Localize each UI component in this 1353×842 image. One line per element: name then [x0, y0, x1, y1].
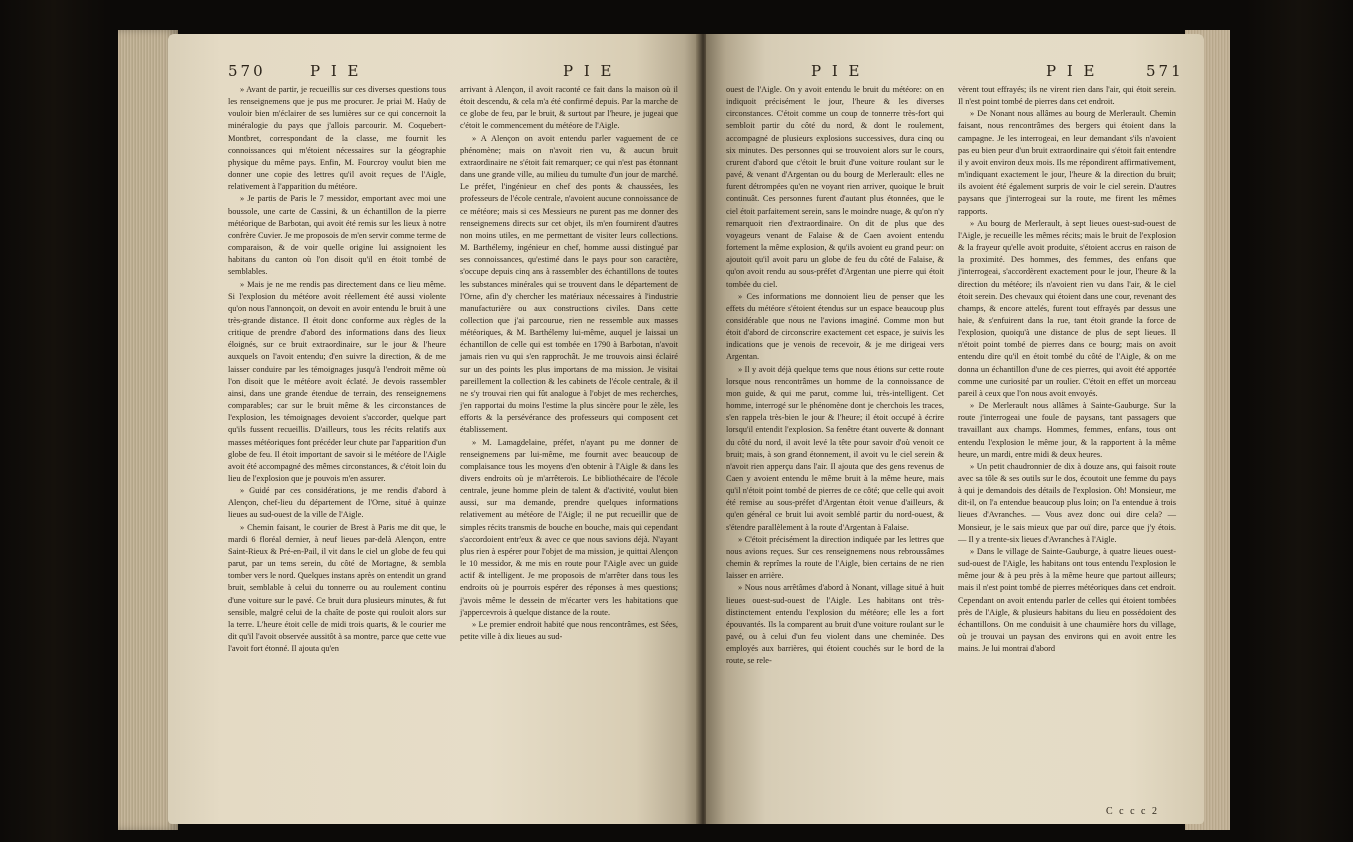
paragraph: » Dans le village de Sainte-Gauburge, à quatre lieues ouest-sud-ouest de l'Aigle, les habitans ont tous entendu l'explosion le même jour & à peu près à la même heure que partout ailleurs; mais il n'est point tombé de pierres météoriques dans cet endroit. Cependant on avoit entendu parler de celles qui étoient tombées près de l'Aigle, & plusieurs habitans du lieu en possédoient des échantillons. On me conduisit à une chaumière hors du village, où je trouvai un paysan des environs qui en avoit entre les mains. Je lui montrai d'abord [958, 546, 1176, 654]
page-number-right: 571 [1146, 62, 1184, 80]
left-page-column-2 [460, 84, 678, 643]
running-head-left-col2: P I E [563, 62, 615, 80]
running-head-right-col2: P I E [1046, 62, 1098, 80]
right-page [706, 34, 1204, 824]
paragraph: vèrent tout effrayés; ils ne virent rien dans l'air, qui étoit serein. Il n'est point tombé de pierres dans cet endroit. [958, 85, 1176, 107]
left-page [168, 34, 700, 824]
left-page-column-1 [228, 84, 446, 655]
right-page-column-2 [958, 84, 1176, 655]
printer-signature: C c c c 2 [1106, 806, 1159, 817]
paragraph: » Au bourg de Merlerault, à sept lieues ouest-sud-ouest de l'Aigle, je recueille les mêmes récits; mais le bruit de l'explosion & la frayeur qu'elle avoit produite, s'étoient accrus en raison de la proximité. Des hommes, des femmes, des enfans que j'interrogeai, s'accordèrent exactement pour le jour, l'heure & la direction du météore; ils n'avoient rien vu dans l'air, & le ciel étoit serein. Des chevaux qui étoient dans une cour, revenant des champs, & encore attelés, furent tout effrayés par dessus une haie, & s'enfuirent dans la rue, tant étoit grande la force de l'explosion, quoiqu'à une distance de plus de sept lieues. Il n'étoit point tombé de pierres dans ce bourg; mais on avoit entendu dire qu'il en étoit tombé du côté de l'Aigle, & on me donna un échantillon d'une de ces pierres, qui avoit été apportée comme une curiosité par un roulier. C'étoit en effet un morceau pareil à ceux que l'on nous avoit envoyés. [958, 218, 1176, 398]
paragraph: » Avant de partir, je recueillis sur ces diverses questions tous les renseignemens que je pus me procurer. Je priai M. Haüy de vouloir bien m'éclairer de ses lumières sur ce qui concernoit la minéralogie du pays que j'allois parcourir. M. Coquebert-Montbret, correspondant de la classe, me fournit les connoissances qui m'étoient nécessaires sur la géographie physique du même pays. Enfin, M. Fourcroy voulut bien me donner une copie des lettres qu'il avoit reçues de l'Aigle, relativement à l'apparition du météore. [228, 85, 446, 192]
running-head-left-col1: P I E [310, 62, 362, 80]
paragraph: » Ces informations me donnoient lieu de penser que les effets du météore s'étoient étendus sur un espace beaucoup plus considérable que nous ne l'avions imaginé. Comme mon but étoit d'abord de circonscrire exactement cet espace, je suivis les indications que je venois de recevoir, & je me dirigeai vers Argentan. [726, 291, 944, 362]
paragraph: » Guidé par ces considérations, je me rendis d'abord à Alençon, chef-lieu du département de l'Orne, situé à quinze lieues au sud-ouest de la ville de l'Aigle. [228, 486, 446, 520]
paragraph: » Mais je ne me rendis pas directement dans ce lieu même. Si l'explosion du météore avoit réellement été aussi violente qu'on nous l'annonçoit, on devoit en avoir entendu le bruit à une très-grande distance. Il étoit donc conforme aux règles de la critique de prendre d'abord des informations dans des lieux éloignés, sur ce bruit extraordinaire, sur le jour & l'heure auxquels on l'avoit entendu; d'en suivre la direction, & de me laisser conduire par les témoignages jusqu'à l'endroit même où l'on disoit que le météore avoit éclaté. Je devois rassembler ainsi, dans une grande étendue de terrain, des renseignemens comparables; car sur le bruit même & les circonstances de l'explosion, les témoignages devoient s'accorder, quelque part qu'ils fussent recueillis. D'ailleurs, tous les récits relatifs aux masses météoriques font précéder leur chute par l'apparition d'un globe de feu. Il étoit important de savoir si le météore de l'Aigle avoit été accompagné des mêmes circonstances, & c'étoit loin du lieu de l'explosion que je pouvois m'en assurer. [228, 279, 446, 483]
paragraph: » Il y avoit déjà quelque tems que nous étions sur cette route lorsque nous rencontrâmes un homme de la connoissance de mon guide, & qui me parut, comme lui, très-intelligent. Cet homme, interrogé sur le phénomène dont je cherchois les traces, s'en rappela très-bien le jour & l'heure; il étoit occupé à écrire lorsqu'il entendit l'explosion. Sa fenêtre étant ouverte & donnant du côté du nord, il avoit levé la tête pour savoir d'où venoit ce bruit; mais, à son grand étonnement, il avoit vu le ciel serein & n'avoit rien apperçu dans l'air. Il ajouta que des gens revenus de Caen y avoient entendu le même bruit à la même heure, mais qu'il n'étoit point tombé de pierres de ce côté; que celle qui avoit été remise au sous-préfet d'Argentan étoit venue d'ailleurs, & qu'en général ce bruit lui avoit semblé partir du nord-ouest, & s'étendre parallèlement à la route d'Argentan à Falaise. [726, 364, 944, 532]
paragraph: » De Nonant nous allâmes au bourg de Merlerault. Chemin faisant, nous rencontrâmes des bergers qui étoient dans la campagne. Je les interrogeai, en leur demandant s'ils n'avoient pas eu bien peur d'un bruit extraordinaire qui s'étoit fait entendre il y avoit environ deux mois. Ils me répondirent affirmativement, m'indiquant exactement le jour, l'heure & la direction du bruit; ils avoient été également surpris de voir le ciel serein. D'autres paysans que j'interrogeai sur la route, me firent les mêmes rapports. [958, 109, 1176, 216]
paragraph: » Un petit chaudronnier de dix à douze ans, qui faisoit route avec sa tôle & ses outils sur le dos, écoutoit une femme du pays à qui je demandois des détails de l'explosion. Oh! Monsieur, me dit-il, on l'a entendue beaucoup plus loin; on l'a entendue à trois lieues d'Avranches. — Vous avez donc oui dire cela? — Monsieur, je le sais mieux que par ouï dire, parce que j'y étois. — Il y a trente-six lieues d'Avranches à l'Aigle. [958, 461, 1176, 544]
paragraph: » A Alençon on avoit entendu parler vaguement de ce phénomène; mais on n'avoit rien vu, & aucun bruit extraordinaire ne s'étoit fait remarquer; ce qui n'est pas étonnant dans une grande ville, au milieu du tumulte d'un jour de marché. Le préfet, l'ingénieur en chef des ponts & chaussées, les professeurs de l'école centrale, n'avoient aucune connoissance de ce météore; mais si ces Messieurs ne purent pas me donner des renseignemens directs sur cet objet, ils m'en fournirent d'autres non moins utiles, en me permettant de visiter leurs collections. M. Barthélemy, ingénieur en chef, homme aussi distingué par ses connoissances, qu'estimé dans le pays pour son caractère, s'occupe depuis cinq ans à rassembler des échantillons de toutes les substances minérales qui se trouvent dans le département de l'Orne, afin d'y chercher les matériaux nécessaires à l'industrie manufacturière ou aux constructions civiles. Dans cette collection que j'ai parcourue, rien ne ressemble aux masses météoriques, & M. Barthélemy lui-même, auquel je laissai un échantillon de celle qui est tombée en 1790 à Barbotan, n'avoit jamais rien vu qui s'en rapprochât. Je me trouvois ainsi éclairé sur un des points les plus importans de ma mission. Je visitai pareillement la collection & les cabinets de l'école centrale, & il ne s'y trouvai rien qui fût analogue à l'objet de mes recherches, j'en rapportai du moins l'estime la plus sincère pour le zèle, les efforts & la persévérance des professeurs qui composent cet établissement. [460, 133, 678, 435]
paragraph: » M. Lamagdelaine, préfet, n'ayant pu me donner de renseignemens par lui-même, me fournit avec beaucoup de complaisance tous les moyens d'en obtenir à l'Aigle & dans les divers endroits où je m'arrêterois. Le bibliothécaire de l'école centrale, jeune homme plein de talent & d'activité, voulut bien aussi, sur ma demande, prendre quelques informations relativement au météore de l'Aigle; il ne put recueillir que de simples récits transmis de bouche en bouche, mais qui cependant s'accordoient entr'eux & avec ce que nous savions déjà. N'ayant plus rien à espérer pour l'objet de ma mission, je quittai Alençon le 10 messidor, & me mis en route pour l'Aigle avec un guide actif & intelligent. Je me proposois de m'arrêter dans tous les endroits où je pourrois espérer des réponses à mes questions; j'avois même le dessein de m'écarter vers les habitations que j'appercevrois à quelque distance de la route. [460, 437, 678, 617]
running-head-right-col1: P I E [811, 62, 863, 80]
paragraph: arrivant à Alençon, il avoit raconté ce fait dans la maison où il étoit descendu, & cela m'a été confirmé depuis. Par la marche de ce globe de feu, par le bruit, & surtout par l'heure, je jugeai que c'étoit le commencement du météore de l'Aigle. [460, 85, 678, 131]
paragraph: » Je partis de Paris le 7 messidor, emportant avec moi une boussole, une carte de Cassini, & un échantillon de la pierre météorique de Barbotan, qui avoit été remis sur les lieux à notre confrère Cuvier. Je me proposois de m'en servir comme terme de comparaison, & de voir quelle origine lui assignoient les habitans du canton où l'on disoit qu'il en étoit tombé de semblables. [228, 194, 446, 277]
page-number-left: 570 [228, 62, 266, 80]
paragraph: » Chemin faisant, le courier de Brest à Paris me dit que, le mardi 6 floréal dernier, à neuf lieues par-delà Alençon, entre Saint-Rieux & Pré-en-Pail, il vit dans le ciel un globe de feu qui parut, par un tems serein, du côté de Mortagne, & sembla tomber vers le nord. Quelques instans après on entendit un grand bruit, semblable à celui du tonnerre ou au roulement continu d'une voiture sur le pavé. Ce bruit dura plusieurs minutes, & fut sensible, malgré celui de la chaîte de poste qui rouloit alors sur la terre. L'heure étoit celle de midi trois quarts, & le courier me dit qu'il l'avoit observée aussitôt à sa montre, parce que cette vue l'avoit fort étonné. Il ajouta qu'en [228, 522, 446, 654]
paragraph: ouest de l'Aigle. On y avoit entendu le bruit du météore: on en indiquoit précisément le jour, l'heure & les diverses circonstances. C'étoit comme un coup de tonnerre très-fort qui sembloit partir du côté du nord, & dont le roulement, accompagné de plusieurs explosions successives, dura cinq ou six minutes. Des personnes qui se trouvoient alors sur le cours, crurent d'abord que c'étoit le bruit d'une voiture roulant sur le pavé, & venant d'Argentan ou du bourg de Merlerault: elles ne furent détrompées qu'en ne voyant rien arriver, quoique le bruit continuât. Ces personnes furent d'autant plus étonnées, que le ciel étoit parfaitement serein, sans le moindre nuage, & qu'on n'y remarquoit rien d'extraordinaire. On dit de plus que des voyageurs venant de Falaise & de Caen avoient entendu fortement la même explosion, & qu'ils avoient eu grand peur: on ajoutoit qu'il avoit paru un globe de feu du côté de Falaise, & qu'on avoit rendu au sous-préfet d'Argentan une pierre qui étoit tombée du ciel. [726, 85, 944, 289]
paragraph: » De Merlerault nous allâmes à Sainte-Gauburge. Sur la route j'interrogeai une foule de paysans, tant passagers que travaillant aux champs. Hommes, femmes, enfans, tous ont entendu l'explosion le même jour, & la rapportent à la même heure, un mardi, entre midi & deux heures. [958, 401, 1176, 459]
paragraph: » C'étoit précisément la direction indiquée par les lettres que nous avions reçues. Sur ces renseignemens nous rebroussâmes chemin & reprîmes la route de l'Aigle, bien certains de ne rien laisser en arrière. [726, 534, 944, 581]
paragraph: » Nous nous arrêtâmes d'abord à Nonant, village situé à huit lieues ouest-sud-ouest de l'Aigle. Les habitans ont très-distinctement entendu l'explosion du météore; elle les a fort épouvantés. Ils la comparent au bruit d'une voiture roulant sur le pavé, ou à celui d'un feu violent dans une cheminée. Des employés aux barrières, qui étoient couchés sur le bord de la route, se rele- [726, 583, 944, 666]
paragraph: » Le premier endroit habité que nous rencontrâmes, est Sées, petite ville à dix lieues au sud- [460, 619, 678, 642]
right-page-column-1 [726, 84, 944, 668]
